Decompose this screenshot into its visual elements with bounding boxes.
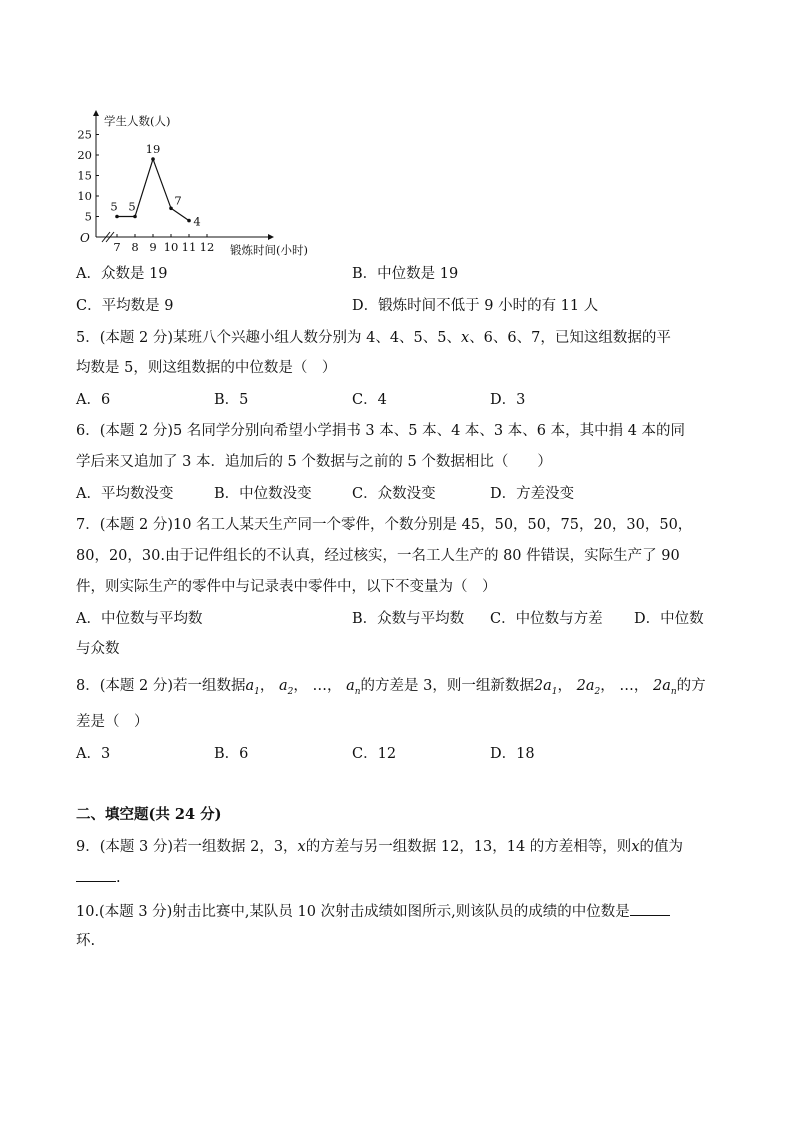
q7-option-a: A．中位数与平均数 <box>76 611 203 627</box>
x-tick-label: 7 <box>113 240 121 254</box>
q8-suffix: 的方 <box>676 678 706 694</box>
q7-stem-line1: 7．(本题 2 分)10 名工人某天生产同一个零件，个数分别是 45，50，50，75，20，30，50， <box>76 517 693 533</box>
x-tick-label: 11 <box>181 240 197 254</box>
x-tick-label: 12 <box>199 240 215 254</box>
q10-text: 10.(本题 3 分)射击比赛中,某队员 10 次射击成绩如图所示,则该队员的成绩的中位数是 <box>76 904 630 920</box>
q9-period: . <box>116 870 121 886</box>
q9-variable: x <box>631 839 640 855</box>
q8-an: $a_n$ <box>346 678 361 697</box>
q5-stem-line1 <box>76 328 671 348</box>
q10-stem-line1 <box>76 901 670 922</box>
q8-sep: ， <box>557 678 573 694</box>
q8-sep: ， <box>600 678 615 694</box>
section-heading-fill-in: 二、填空题(共 24 分) <box>76 806 222 823</box>
q8-stem-line1 <box>76 676 706 702</box>
q5-option-c: C．4 <box>352 392 387 408</box>
q5-option-d: D．3 <box>490 392 526 408</box>
x-axis-label: 锻炼时间(小时) <box>230 243 308 257</box>
q5-option-b: B．5 <box>214 392 249 408</box>
q8-sep: ， <box>326 678 342 694</box>
data-point <box>151 157 155 161</box>
q5-stem-text-rest: 、6、6、7，已知这组数据的平 <box>469 330 671 346</box>
data-label: 19 <box>145 142 161 157</box>
data-label: 4 <box>193 214 201 229</box>
q8-dots: … <box>312 678 327 694</box>
q9-text: 9．(本题 3 分)若一组数据 2，3， <box>76 839 298 855</box>
q8-option-d: D．18 <box>490 746 535 762</box>
q8-prefix: 8．(本题 2 分)若一组数据 <box>76 678 246 694</box>
q6-option-c: C．众数没变 <box>352 486 436 502</box>
data-label: 5 <box>110 199 118 214</box>
y-tick-label: 5 <box>84 209 92 224</box>
x-tick-label: 9 <box>149 240 157 254</box>
q8-option-a: A．3 <box>76 746 111 762</box>
q8-sep: ， <box>293 678 308 694</box>
q9-answer-blank[interactable] <box>76 867 116 882</box>
q8-sep: ， <box>633 678 649 694</box>
data-label: 5 <box>128 199 136 214</box>
q7-option-d: D．中位数 <box>634 611 704 627</box>
data-point <box>187 219 191 223</box>
q8-stem-line2: 差是（ ） <box>76 714 149 730</box>
q8-a2: $a_2$ <box>278 678 294 697</box>
data-point <box>169 207 173 211</box>
q6-stem-line1: 6．(本题 2 分)5 名同学分别向希望小学捐书 3 本、5 本、4 本、3 本、6 本，其中捐 4 本的同 <box>76 423 686 439</box>
y-axis-arrow <box>93 110 99 116</box>
q8-mid: 的方差是 3，则一组新数据 <box>360 678 534 694</box>
q9-stem-line1 <box>76 837 683 857</box>
q7-stem-line3: 件，则实际生产的零件中与记录表中零件中，以下不变量为（ ） <box>76 579 497 595</box>
q6-stem-line2: 学后来又追加了 3 本．追加后的 5 个数据与之前的 5 个数据相比（ ） <box>76 454 552 470</box>
q7-option-d-continued: 与众数 <box>76 641 120 657</box>
y-tick-label: 25 <box>77 127 92 142</box>
q8-2an: $2a_n$ <box>652 678 677 697</box>
q9-stem-line2 <box>76 867 121 888</box>
q10-stem-line2: 环. <box>76 933 96 949</box>
y-axis-label: 学生人数(人) <box>104 114 171 128</box>
q8-2a1: $2a_1$ <box>533 678 558 697</box>
q8-a1: $a_1$ <box>245 678 260 697</box>
data-point <box>115 215 119 219</box>
x-axis-arrow <box>268 234 274 240</box>
q5-stem-line2: 均数是 5，则这组数据的中位数是（ ） <box>76 360 337 376</box>
q8-option-b: B．6 <box>214 746 249 762</box>
q8-2a2: $2a_2$ <box>576 678 601 697</box>
q7-option-b: B．众数与平均数 <box>352 611 465 627</box>
x-tick-label: 8 <box>131 240 139 254</box>
q9-variable: x <box>297 839 306 855</box>
q6-option-a: A．平均数没变 <box>76 486 174 502</box>
q5-stem-text: 5．(本题 2 分)某班八个兴趣小组人数分别为 4、4、5、5、 <box>76 330 461 346</box>
q9-text-mid: 的方差与另一组数据 12，13，14 的方差相等，则 <box>305 839 632 855</box>
q9-text-end: 的值为 <box>639 839 683 855</box>
q8-dots: … <box>619 678 634 694</box>
q8-option-c: C．12 <box>352 746 397 762</box>
q6-option-b: B．中位数没变 <box>214 486 312 502</box>
data-point <box>133 215 137 219</box>
q7-stem-line2: 80，20，30.由于记件组长的不认真，经过核实，一名工人生产的 80 件错误，实际生产了 90 <box>76 548 680 564</box>
q4-option-b: B．中位数是 19 <box>352 266 459 282</box>
q7-option-c: C．中位数与方差 <box>490 611 603 627</box>
data-label: 7 <box>174 193 182 208</box>
q8-sep: ， <box>259 678 275 694</box>
q5-option-a: A．6 <box>76 392 111 408</box>
q6-option-d: D．方差没变 <box>490 486 575 502</box>
y-tick-label: 10 <box>77 189 92 203</box>
q4-option-c: C．平均数是 9 <box>76 298 174 314</box>
q5-variable: x <box>461 330 470 346</box>
q4-option-d: D．锻炼时间不低于 9 小时的有 11 人 <box>352 298 599 314</box>
q10-answer-blank[interactable] <box>630 901 670 916</box>
origin-label: O <box>80 231 90 245</box>
line-chart <box>70 108 330 258</box>
q4-option-a: A．众数是 19 <box>76 266 168 282</box>
y-tick-label: 20 <box>77 148 92 162</box>
y-tick-label: 15 <box>77 168 92 183</box>
x-tick-label: 10 <box>163 240 179 254</box>
